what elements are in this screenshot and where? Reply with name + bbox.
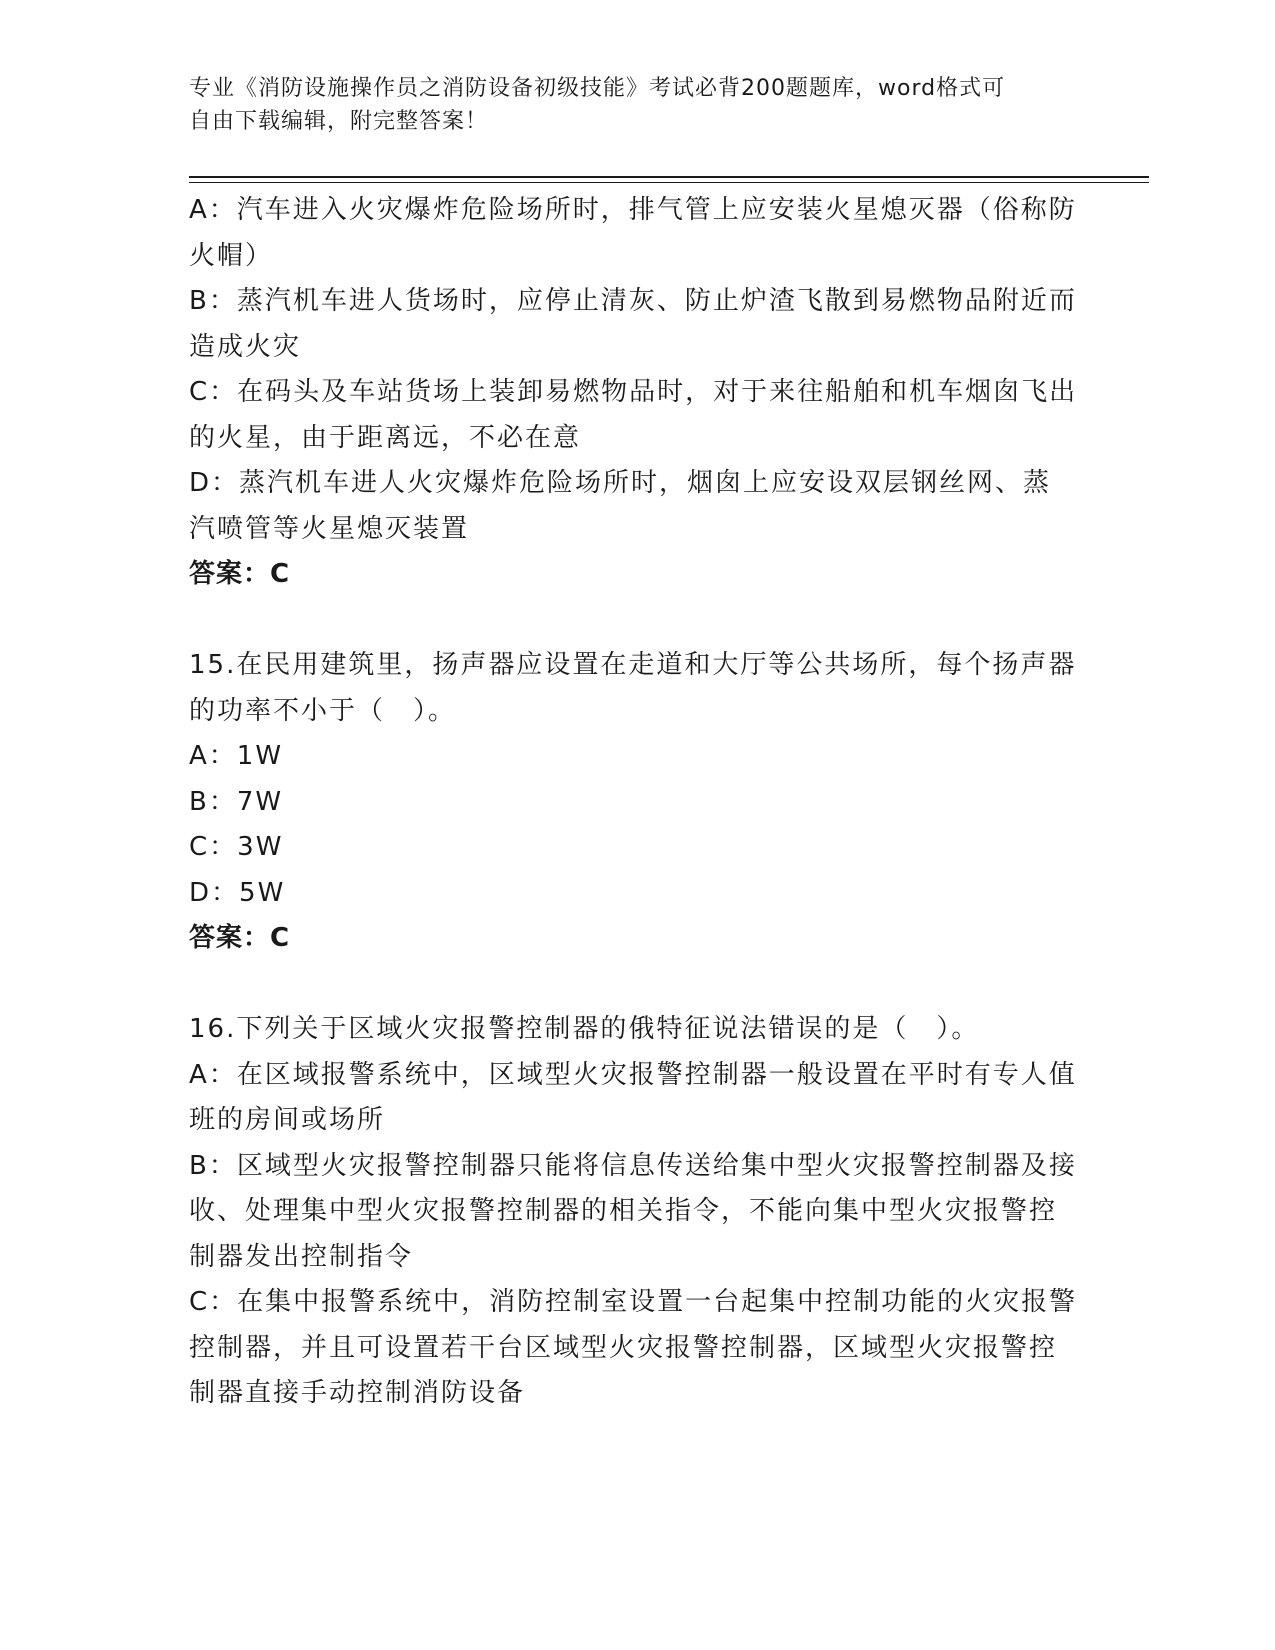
q15-option-c: C：3W xyxy=(189,832,284,862)
q15-answer: 答案：C xyxy=(189,923,291,953)
q14-option-b: B：蒸汽机车进人货场时，应停止清灰、防止炉渣飞散到易燃物品附近而造成火灾 xyxy=(189,286,1077,362)
header-divider-thin xyxy=(189,182,1149,183)
q14-option-a: A：汽车进入火灾爆炸危险场所时，排气管上应安装火星熄灭器（俗称防火帽） xyxy=(189,195,1077,271)
q15-option-a: A：1W xyxy=(189,741,284,771)
q16-option-b: B：区域型火灾报警控制器只能将信息传送给集中型火灾报警控制器及接收、处理集中型火灾报警控制器的相关指令，不能向集中型火灾报警控制器发出控制指令 xyxy=(189,1150,1077,1272)
question-14 xyxy=(189,188,1079,598)
q16-option-c: C：在集中报警系统中，消防控制室设置一台起集中控制功能的火灾报警控制器，并且可设置若干台区域型火灾报警控制器，区域型火灾报警控制器直接手动控制消防设备 xyxy=(189,1287,1078,1408)
question-content xyxy=(189,188,1079,1417)
q15-option-b: B：7W xyxy=(189,786,284,817)
header-divider-thick xyxy=(189,176,1149,178)
document-header xyxy=(189,72,1089,138)
q15-option-d: D：5W xyxy=(189,877,286,908)
q15-question: 15.在民用建筑里，扬声器应设置在走道和大厅等公共场所，每个扬声器的功率不小于（ ）。 xyxy=(189,650,1077,726)
q16-question: 16.下列关于区域火灾报警控制器的俄特征说法错误的是（ ）。 xyxy=(189,1014,980,1044)
q14-option-d: D：蒸汽机车进人火灾爆炸危险场所时，烟囱上应安设双层钢丝网、蒸汽喷管等火星熄灭装置 xyxy=(189,468,1052,544)
q14-option-c: C：在码头及车站货场上装卸易燃物品时，对于来往船舶和机车烟囱飞出的火星，由于距离远，不必在意 xyxy=(189,377,1078,453)
q16-option-a: A：在区域报警系统中，区域型火灾报警控制器一般设置在平时有专人值班的房间或场所 xyxy=(189,1059,1077,1135)
question-15 xyxy=(189,643,1079,962)
question-16 xyxy=(189,1007,1079,1417)
q14-answer: 答案：C xyxy=(189,559,291,589)
question-spacer xyxy=(189,598,1079,644)
header-line-1: 专业《消防设施操作员之消防设备初级技能》考试必背200题题库，word格式可 xyxy=(189,76,1006,101)
header-line-2: 自由下载编辑，附完整答案！ xyxy=(189,109,489,134)
question-spacer xyxy=(189,962,1079,1008)
